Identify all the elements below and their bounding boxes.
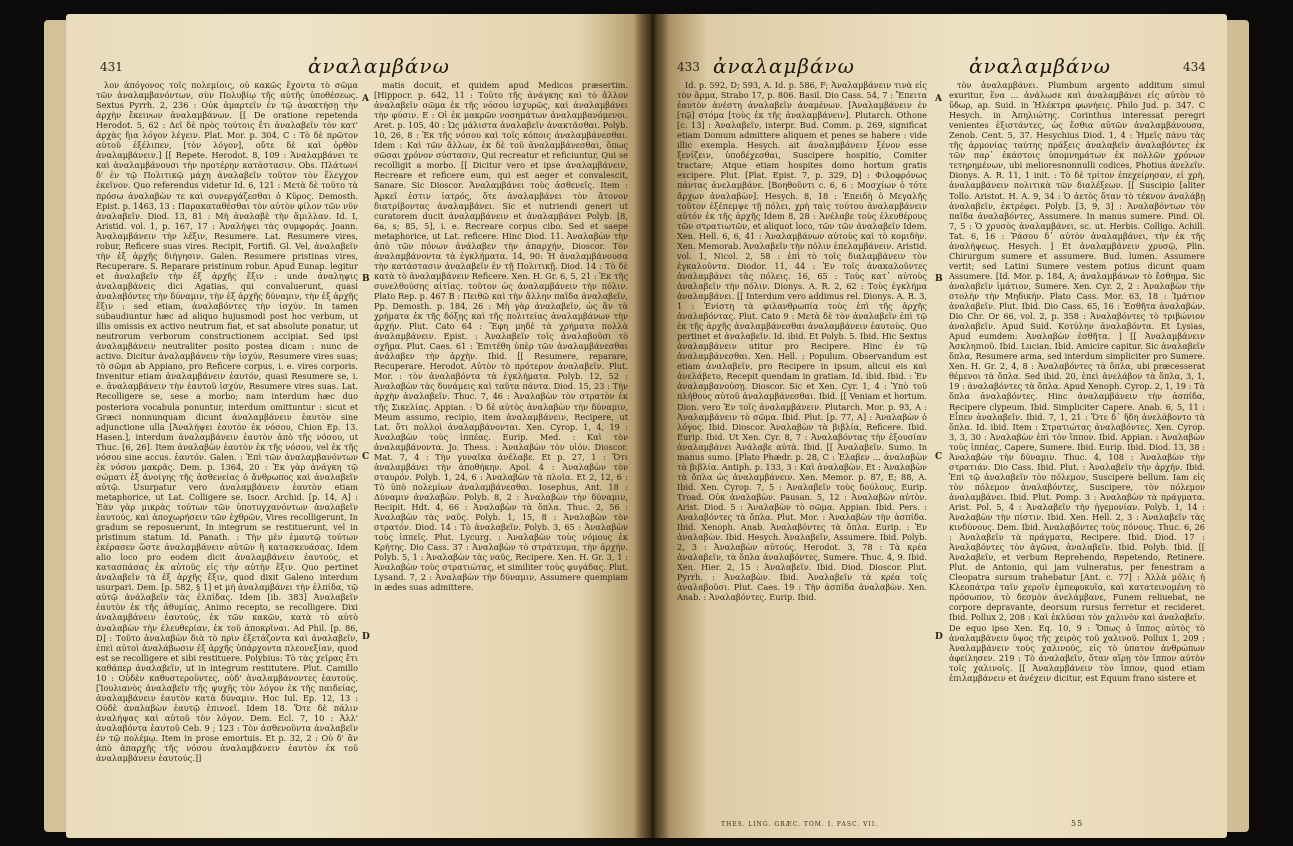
page-headword: ἀναλαμβάνω: [308, 54, 450, 78]
left-text-columns: [96, 80, 627, 814]
page-headword: ἀναλαμβάνω: [713, 54, 855, 78]
margin-letter: D: [362, 632, 370, 642]
page-number: 433: [677, 60, 700, 74]
right-page: [651, 14, 1227, 838]
margin-letter: D: [935, 632, 943, 642]
margin-letter: B: [935, 274, 943, 284]
left-page: [66, 14, 651, 838]
margin-letter: C: [362, 452, 370, 462]
right-running-head: [651, 54, 1227, 80]
page-number: 431: [100, 60, 123, 74]
right-page-edges: [1225, 20, 1249, 832]
signature-number: 55: [1071, 819, 1084, 828]
right-text-columns: [677, 80, 1205, 814]
page-headword: ἀναλαμβάνω: [969, 54, 1111, 78]
margin-letter: B: [362, 274, 370, 284]
signature-footer: THES. LING. GRÆC. TOM. I. FASC. VII.: [721, 821, 879, 828]
margin-letter: A: [935, 94, 942, 104]
page-number: 434: [1183, 60, 1206, 74]
left-running-head: [66, 54, 651, 80]
column-text: λον ἀπόγονος τοῖς πολεμίοις, οὐ κακῶς ἔχοντα τὸ σῶμα τῶν ἀναλαμβανόντων, σὺν Πολυβίῳ τῆς αὐτῆς ὑποθέσεως. Sextus Pyrrh. 2, 236 : Οὐκ ἀμαρτεῖν ἐν τῷ ἀνακτήσῃ τὴν ἀρχὴν ἔκεινων ἀναλαμβάνων. [[ De oratione repetenda Herodot. 5, 62 : Δεῖ δὲ πρὸς τούτοις ἔτι ἀναλαβεῖν τὸν κατ' ἀρχὰς ἤια λόγον λέγειν. Plat. Mor. p. 304, C : Τὸ δὲ πρῶτον αὐτοῦ ἐξέλιπεν, [τὸν λόγον], οὔτε δὲ καὶ ὀρθὸν ἀναλαμβάνειν.] [[ Repete. Herodot. 8, 109 : Ἀναλαμβάνει τε καὶ ἀναλαμβάνουσι τὴν προτέρην κατάστασιν. Obs. Πλάτωνί δ' ἐν τῷ Πολιτικῷ μάχη ἀναλαβεῖν τοῦτον τὸν ἔλεγχον ἐκεῖνον. Quo referendus videtur Id. 6, 121 : Μετὰ δὲ τοῦτο τὰ πρόσω ἀναλαβὼν τε καὶ συνεργάζεσθαι ὁ Κῦρος. Demosth. Epist. p. 1463, 13 : Παρακαταθέσθαι τὸν αὐτὸν φίλον τῶν νῦν ἀναλαβεῖν. Diod. 13, 81 : Μὴ ἀναλαβὲ τὴν ἄμιλλαν. Id. I, Aristid. vol. 1, p. 167, 17 : Ἀναλήψει τὰς συμφοράς. Joann. Ἀναλαμβάνειν τὴν λέξιν, Resumere. Lat. Resumere vires, robur, Reficere suas vires. Recipit, Fortifi. Gl. Vel, ἀναλαβεῖν τὴν ἐξ ἀρχῆς διήγησιν. Galen. Resumere pristinas vires, Recuperare. S. Reparare pristinum robur. Apud Eunap. legitur et ἀναλαβεῖν τὴν ἐξ ἀρχῆς ἕξιν : unde ἀναληψις ἀναλαμβάνεις dici Agatias, qui convaluerunt, quasi ἀναλαβόντες τὴν δύναμιν, τὴν ἐξ ἀρχῆς δύναμιν, τὴν ἐξ ἀρχῆς ἕξιν : sed etiam, ἀναλαβόντες τὴν ἰσχύν. In tamen subaudiuntur hæc ad aliquo hujusmodi post hoc verbum, ut illis omissis ex activo neutrum fiat, et sat absolute ponatur, ut neutrorum verborum constructionem accipiat. Sed ipsi ἀναλαμβάνειν neutraliter posito postea dicam : nunc de activo. Dicitur ἀναλαμβάνειν τὴν ἰσχύν, Resumere vires suas; τὸ σῶμα ab Appiano, pro Reficere corpus, i. e. vires corporis. Invenitur etiam ἀναλαμβάνειν ἑαυτόν, quasi Resumere se, i. e. ἀναλαμβάνειν τὴν ἑαυτοῦ ἰσχύν, Resumere vires suas. Lat. Recolligere se, sese a morbo; nam interdum hæc duo posteriora vocabula ponuntur, interdum omittuntur : sicut et Græci nonnunquam dicunt ἀναλαμβάνειν ἑαυτὸν sine adjunctione ulla [Ἀναλήψει ἑαυτὸν ἐκ νόσου, Chion Ep. 13. Hasen.], interdum ἀναλαμβάνειν ἑαυτὸν ἀπὸ τῆς νόσου, ut Thuc. [6, 26]. Item ἀναλαβὼν ἑαυτὸν ἐκ τῆς νόσου, vel ἐκ τῆς νόσου sine accus. ἑαυτόν. Galen. : Ἐπὶ τῶν ἀναλαμβανόντων ἐκ νόσου μακρᾶς. Dem. p. 1364, 20 : Ἐκ γὰρ ἀνάγκη τῷ σώματι ἐξ ἀνοίγης τῆς ἀσθενείας ὁ ἄνθρωπος καὶ ἀναλαβεῖν αὐτῷ. Usurpatur vero ἀναλαμβάνειν ἑαυτὸν etiam metaphorice, ut Lat. Colligere se. Isocr. Archid. [p. 14, A] : Ἐὰν γὰρ μικρὰς τούτων τῶν ὑποτυγχανόντων ἀναλαβεῖν ἑαυτούς, καὶ ἀποχωρήσειν τῶν ἐχθρῶν, Vires recolligerunt, In gradum se reposuerunt, In integrum se restituerunt, vel in pristinum statum. Id. Panath. : Τὴν μὲν ἑμαυτῷ τούτων ἐκέρασεν ὥστε ἀναλαμβάνειν αὐτῶν ἢ κατασκευάσας. Idem alio loco pro eodem dicit ἀναλαμβάνειν ἑαυτούς, et κατασπάσας ἐκ αὐτοῦς εἰς τὴν αὐτὴν ἕξιν. Quo pertinet ἀναλαβεῖν τὰ ἐξ ἀρχῆς ἕξιν, quod dixit Galeno interdum usurpari. Dem. [p. 582, § 1] et μὴ ἀναλαμβάνει τὴν ἐλπίδα, τῷ αὐτῷ ἀνάλαβεῖν τὰς ἐλπίδας. Idem [ib. 383] Ἀναλαβεῖν ἑαυτὸν ἐκ τῆς ἀθυμίας, Animo recepto, se recolligere. Dixi ἀναλαμβάνειν ἑαυτούς, ἐκ τῶν κακῶν, κατὰ τὸ αὐτὸ ἀναλαβὼν τὴν ἐλευθερίαν, ἐκ τοῦ ἀποκρῖναι. Ad Phil. [p. 86, D] : Τοῦτο ἀναλαβὼν διὰ τὸ πρὶν ἐξετάζοντα καὶ ἀναλαβεῖν, ἐπεὶ αὐτοὶ ἀναλάβωσιν ἐξ ἀρχῆς ὑπάρχοντα πλεονεξίαν, quod est se recolligere et sibi restituere. Polybius: Τὸ τὰς χεῖρας ἔτι καθάπερ ἀναλαβεῖν, ut in integrum restitutere. Plut. Camillo 10 : Οὐδὲν καθυστεροῦντες, οὐδ' ἀναλαμβάνοντες ἑαυτούς. [Ἰουλιανὸς ἀναλαβεῖν τῆς ψυχῆς τὸν λόγον ἐκ τῆς παιδείας, ἀναλαμβάνειν ἑαυτὸν κατὰ δύναμιν. Hoc Iul. Ep. 12, 13 : Οὐδὲ ἀναλαβὼν ἑαυτῷ ἐπινοεῖ. Idem 18. Ὅτε δὲ πάλιν ἀναλήψας καὶ αὐτοῦ τὸν λόγον. Dem. Ecl. 7, 10 : Ἀλλ' ἀναλαβόντα ἑαυτοῦ Ceb. 9 ; 123 : Τὸν ἀσθενοῦντα ἀναλαβεῖν ἐν τῷ πολέμῳ. Item in prose emortuis. Et p. 32, 2 : Οὐ δ' ἂν ἀπὸ ἀπαρχῆς τῆς νόσου ἀναλαμβάνειν ἑαυτὸν ἐκ τοῦ ἀναλαμβάνειν ἑαυτούς.]]: [96, 80, 358, 764]
column-text: Id. p. 592, D; 593, A. Id. p. 586, F; Ἀναλαμβάνειν τινὰ εἰς τὸν ἅρμα, Strabo 17, p. 806. Basil. Dio Cass. 54, 7 : Ἔπειτα ἑαυτὸν ἀνέστη ἀναλαβεῖν ἀναμένων. [Ἀναλαμβάνειν ἐν [τῷ] στόμα [τοὺς ἐκ τῆς ἀναλαμβάνειν]. Plutarch. Othone [c. 13] : Ἀναλαβεῖν, interpr. Bud. Comm. p. 269, significat etiam Domum admittere aliquem et penes se habere : vide illic exempla. Hesych. ait ἀναλαμβάνειν ξένον esse ξενίζειν, ὑποδέχεσθαι, Suscipere hospitio, Comiter tractare; Atque etiam hospites domo hortum gratis excipere. Plut. [Plat. Epist. 7, p. 329, D] : Φιλοφρόνως πάντας ἀνελαμβάνε. [Βοηθοῦντι c. 6, 6 : Μοσχίων ὁ τότε ἄρχων ἀναλαβὼν]. Hesych. 8, 18 : Ἐπειδὴ ὁ Μεγαλῆς τοῦτον ἐξέπεμψε τῇ πόλει, χρὴ ταὶς τούτου ἀναλαμβάνειν αὐτόν ἐκ τῆς ἀρχῆς Idem 8, 28 : Ἀνέλαβε τοὺς ἐλευθέρους τῶν στρατιωτῶν, et aliquot loco, τῶν τῶν ἀναλαβεῖν Idem. Xen. Hell. 6, 6, 41 : Ἀναλαμβάνων αὐτοὺς καὶ τὸ κομιδὴν. Xen. Memorab. Ἀναλαβεῖν τὴν πόλιν ἐπελαμβάνειν. Aristid. vol. 1, Nicol. 2, 58 : ἐπὶ τὸ τοῖς διαλαμβάνειν τὸν ἐγκαλοῦντα. Diodor. 11, 44 : Ἐν τοῖς ἀνακαλοῦντες ἀναλαμβάνει τὰς πόλεις. 16, 65 : Τοὺς κατ᾽ αὐτοὺς ἀναλαβεῖν τὴν πόλιν. Dionys. A. R. 2, 62 : Τοὺς ἐγκλήμα ἀναλαμβάνει. [[ Interdum vero addimus rel. Dionys. A. R. 3, 1 : Ἐνίστη τὰ φιλανθρωπία τοὺς ἐπὶ τῆς ἀρχῆς ἀναλαβόντας. Plut. Cato 9 : Μετὰ δὲ τὸν ἀναλαβεῖν ἐπὶ τῷ ἐκ τῆς ἀρχῆς ἀναλαμβάνεσθαι ἀναλαμβάνειν ἑαυτοὺς. Quo pertinet et ἀναλαβεῖν. Id. ibid. Et Polyb. 5. Ibid. Hic Sextus ἀναλαμβάνειν utitur pro Recipere. Hinc ἐν τῷ ἀναλαμβάνεσθαι. Xen. Hell. : Populum. Observandum est etiam ἀναλαβεῖν, pro Recipere in ipsum, alicui eis καὶ ἀνελάβετο, Recepit quendam in gratiam. Id. ibid. Ibid. : Ἐν ἀναλαμβανούσῃ. Dioscor. Sic et Xen. Cyr. 1, 4 : Ὑπὸ τοῦ πλήθους αὐτοῦ ἀναλαμβάνεσθαι. Ibid. [[ Veniam et hortum. Dion. vero Ἐν τοῖς ἀναλαμβάνειν. Plutarch. Mor. p. 93, A : Ἀναλαμβάνειν τὸ σῶμα. Ibid. Plut. [p. 77, A] : Ἀναλαβὼν ὁ λόγος. Ibid. Dioscor. Ἀναλαβὼν τὰ βιβλία, Reficere. Ibid. Eurip. Ibid. Ut Xen. Cyr. 8, 7 : Ἀναλαβόντας τὴν ἐξουσίαν ἀναλαμβάνει Ἀνάλαβε αὐτὰ. Ibid. [[ Ἀναλαβεῖν. Sumo. In manus sumo. [Plato Phædr. p. 28, C : Ἐλαβεν ... ἀναλαβὼν τὰ βιβλία. Antiph. p. 133, 3 : Καὶ ἀναλαβὼν. Et : Ἀναλαβὼν τὰ ὅπλα ὡς ἀναλαμβάνειν. Xen. Memor. p. 87, E; 88, A. Ibid. Xen. Cyrop. 7, 5 : Ἀναλαβεῖν τοὺς δούλους. Eurip. Troad. Οὐκ ἀναλαβὼν. Pausan. 5, 12 : Ἀναλαβὼν αὐτὸν. Arist. Diod. 5 : Ἀναλαβὼν τὸ σῶμα. Appian. Ibid. Pers. : Αναλαβόντες τὰ ὅπλα. Plut. Mor. : Ἀναλαβὼν τὴν ἀσπίδα. Ibid. Xenoph. Anab. Ἀναλαβόντες τὰ ὅπλα. Eurip. : Ἐν ἀναλαβὼν. Ibid. Hesych. Ἀναλαβεῖν, Assumere. Ibid. Polyb. 2, 3 : Ἀναλαβὼν αὐτούς. Herodot. 3, 78 : Τὰ κρέα ἀναλαβεῖν, τὰ ὅπλα ἀναλαβόντες, Sumere. Thuc. 4, 9. Ibid. Xen. Hier. 2, 15 : Ἀναλαβεῖν. Ibid. Diod. Dioscor. Plut. Pyrrh. : Ἀναλαβὼν. Ibid. Ἀναλαβεῖν τὰ κρέα τοῖς ἀναλαβοῦσι. Plut. Caes. 19 : Τὴν ἀσπίδα ἀναλαβὼν. Xen. Anab. : Ἀναλαβόντες. Eurip. Ibid.: [677, 80, 927, 603]
column-text: matis docuit, et quidem apud Medicos præsertim. [Hippocr. p. 642, 11 : Τοῦτο τῆς ἀνάγκης καὶ τὸ ἄλλον ἀναλαβεῖν σῶμα ἐκ τῆς νόσου ἰσχυρῶς, καὶ ἀναλαμβάνει τὴν φύσιν. Ε : Οἱ ἐκ μακρῶν νοσημάτων ἀναλαμβανόμενοι. Aret. p. 105, 40 : Ὡς μάλιστα ἀναλαβεῖν ἀνακτᾶσθαι. Polyb. 10, 26, 8 : Ἐκ τῆς νόσου καὶ τοῖς κόποις ἀναλαμβάνεσθαι. Idem : Καὶ τῶν ἄλλων, ἐκ δὲ τοῦ ἀναλαμβάνεσθαι, ὅπως σῶσαι χρόνον σύστασιν, Qui recreatur et reficiuntur, Qui se recolligit a morbo. [[ Dicitur vero et ipse ἀναλαμβάνειν, Recreare et reficere eum, qui est aeger et convalescit, Sanare. Sic Dioscor. Ἀναλαμβάνει τοὺς ἀσθενεῖς. Item : Ἀρκεῖ ἐστιν ἰατρός, ὅτε ἀναλαμβάνει τὸν ἄτονον διατρίβοντας ἀναλαμβάνει. Sic et nutriendi generi ut curatorem ducit ἀναλαμβάνειν et ἀναλαμβάνει Polyb. [8, 6a, s; 85, 5], i. e. Recreare corpus cibo. Sed et saepe metaphorice, ut Lat. reficere. Hinc Diod. 11. Ἀναλαβὼν τὴν ἀπὸ τῶν πόνων ἀνάλαβεν τὴν ἀπαρχήν, Dioscor. Τὸν ἀναλαμβάνοντα τὰ ἐγκλήματα. 14, 90: Ἡ ἀναλαμβάνουσα τὴν κατάστασιν ἀναλαβεῖν ἐν τῇ Πολιτικῇ. Diod. 14 : Τὸ δὲ κατὰ τὸ ἀναλαμβάνειν Reficere. Xen. H. Gr. 6, 5, 21 : Ἐκ τῆς συνελθούσης αἰτίας. τοῦτον ὡς ἀναλαμβάνειν τὴν πόλιν. Plato Rep. p. 467 B : Πειθῶ καὶ τὴν ἄλλην παῖδα ἀναλαβεῖν, Pp. Demosth. p. 184, 26 : Μὴ γὰρ ἀναλαβεῖν, ὡς ἂν τὰ χρήματα ἐκ τῆς δόξης καὶ τῆς πολιτείας ἀναλαμβάνων τὴν ἀρχήν. Plut. Cato 64 : Ἔφη μηδὲ τὰ χρήματα πολλὰ ἀναλαμβάνειν. Epist. : Ἀναλαβεῖν τοῖς ἀναλαβοῦσι τὸ σχῆμα. Plut. Caes. 61 : Ἐπιτέθη ὑπὲρ τῶν ἀναλαμβάνεσθαι ἀνάλαβεν τὴν ἀρχὴν. Ibid. [[ Resumere, reparare, Recuperare. Herodot. Αὐτὸν τὸ πρότερον ἀναλαβεῖν. Plut. Mor. : τὸν ἀναλαβόντα τὰ ἐγκλήματα. Polyb. 12, 52 : Ἀναλαβὼν τὰς δυνάμεις καὶ ταῦτα πάντα. Diod. 15, 23 : Τὴν ἀρχὴν ἀναλαβεῖν. Thuc. 7, 46 : Ἀναλαβὼν τὸν στρατὸν ἐκ τῆς Σικελίας. Appian. : Ὁ δὲ αὐτὸς ἀναλαβὼν τὴν δύναμιν, Meum assumo, recipio, item ἀναλαμβάνειν, Recipere, ut Lat. ὅτι πολλοὶ ἀναλαμβάνονται. Xen. Cyrop. 1, 4, 19 : Ἀναλαβὼν τοὺς ἱππέας. Eurip. Med. : Καὶ τὸν ἀναλαμβάνοντα. Jo. Thess. : Ἀναλαβὼν τὸν υἱόν. Dioscor. Mat. 7, 4 : Τὴν γυναῖκα ἀνέλαβε. Et p. 27, 1 : Ὅτι ἀναλαμβάνει τὴν ἀποθήκην. Apol. 4 : Ἀναλαβὼν τὸν σταυρόν. Polyb. 1, 24, 6 : Ἀναλαβὼν τὰ πλοῖα. Et 2, 12, 6 : Τὸ ὑπὸ πολεμίων ἀναλαμβάνεσθαι. Iosephus, Ant. 18 : Δύναμιν ἀναλαβὼν. Polyb. 8, 2 : Ἀναλαβὼν τὴν δύναμιν, Recipit. Hdt. 4, 66 : Ἀναλαβὼν τὰ ὅπλα. Thuc. 2, 56 : Ἀναλαβὼν τὰς ναῦς. Polyb. 1, 15, 8 : Ἀναλαβὼν τὸν στρατόν. Diod. 14 : Τὸ ἀναλαβεῖν. Polyb. 3, 65 : Ἀναλαβὼν τοὺς ἱππεῖς. Plut. Lycurg. : Ἀναλαβὼν τοὺς νόμους ἐκ Κρήτης. Dio Cass. 37 : Ἀναλαβὼν τὸ στράτευμα, τὴν ἀρχήν. Polyb. 5, 1 : Ἀναλαβὼν τὰς ναῦς, Recipere. Xen. H. Gr. 3, 1 : Ἀναλαβὼν τοὺς στρατιώτας, et similiter τοὺς φυγάδας. Plut. Lysand. 7, 2 : Ἀναλαβὼν τὴν δύναμιν, Assumere quempiam in ædes suas admittere.: [374, 80, 628, 593]
left-column-2: [374, 80, 628, 814]
margin-letter: A: [362, 94, 369, 104]
right-column-1: [677, 80, 927, 814]
margin-letter: C: [935, 452, 943, 462]
left-column-1: [96, 80, 358, 814]
column-text: τὸν ἀναλαμβάνει. Plumbum argento additum simul exuritur, ἕνα ... ἀνάλωσε καὶ ἀναλαμβάνει εἰς αὐτὸν τὸ ὕδωρ, ap. Suid. in Ἠλέκτρα φωνήεις. Philo Jud. p. 347. C Hesych. in Ἀπηλιώτης. Corinthus interessat peregri venientes ἐξιστάντες, ὡς ἔσθια αὐτῶν ἀναλαμβάνουσα, Zenob. Cent. 5, 37. Hesychius Diod. 1, 4 : Ἡμεῖς πάνυ τὰς τῆς ἀρμονίας ταύτης πράξεις ἀναλαβεῖν ἀναλαβόντες ἐκ τῶν παρ᾽ ἑκάστοις ὑπομνημάτων ἐκ πολλῶν χρόνων τετηρημένων, ubi melioresnonnulli codices, Photius ἀνελεῖν. Dionys. A. R. 11, 1 init. : Τὸ δὲ τρίτον ἐπεχείρησαν, εἰ χρὴ, ἀναλαμβάνειν πολιτικὰ τῶν διαλέξεων. [[ Suscipio [aliter Tollo. Aristot. H. A. 9, 34 : Ὁ ἀετὸς ὅταν τὸ τέκνον ἀναλάβῃ ἀναλαβεῖν, ἐκτρέφει. Polyb. [3, 9, 3] : Ἀναλαβόντων τὸν παῖδα ἀναλαβόντες, Assumere. In manus sumere. Pind. Ol. 7, 5 : Ὁ χρυσὸς ἀναλαμβάνει, sc. ut. Herbis. Colligo. Achill. Tat. 6, 16 : Ῥάσου δ᾽ αὐτὸν ἀναλαμβάνει, τὴν ἐκ τῆς ἀναλήψεως. Hesych. ] Et ἀναλαμβάνειν χρυσῷ, Plin. Chirurgum sumere et assumere. Bud. lumen. Assumere vertit; sed Latini Sumere vestem potius dicunt quam Assumere. [Id. Mor. p. 184, A; ἀναλαμβάνων τὸ ἔσθημα. Sic ἀναλαβεῖν ἱμάτιον, Sumere. Xen. Cyr. 2, 2 : Ἀναλαβὼν τὴν στολὴν τὴν Μηδικήν. Plato Cass. Mor. 63, 18 : Ἰμάτιον ἀναλαβεῖν. Plut. Ibid. Dio Cass. 65, 16 : Ἐσθῆτα ἀναλαβὼν. Dio Chr. Or 66, vol. 2, p. 358 : Ἀναλαβόντες τὸ τριβώνιον ἀναλαβεῖν. Apud Suid. Κοτύλην ἀναλαβόντα. Et Lysias, Apud eumdem: Ἀναλαβὼν ἐσθῆτα. ] [[ Ἀναλαμβάνειν Ἀσκληπιοῦ. Ibid. Lucian. Ibid. Amicire capitur. Sic ἀναλαβεῖν ὅπλα, Resumere arma, sed interdum simpliciter pro Sumere. Xen. H. Gr. 2, 4, 8 : Ἀναλαβόντες τὰ ὅπλα, ubi præcesserat θέμενοι τὰ ὅπλα. Sed ibid. 20, ἐπεὶ ἀνελάβον τὰ ὅπλα, 3, 1, 19 : ἀναλαβόντες τὰ ὅπλα. Apud Xenoph. Cyrop. 2, 1, 19 : Τὰ ὅπλα ἀναλαβόντες. Hinc ἀναλαμβάνειν τὴν ἀσπίδα, Recipere clypeum. Ibid. Simpliciter Capere. Anab. 6, 5, 11 : Εἶπεν ἀναλαβεῖν. Ibid. 7, 1, 21 : Ὅτε δ᾽ ἤδη ἀνελάβοντο τὰ ὅπλα. Id. ibid. Item : Στρατιώτας ἀναλαβόντες. Xen. Cyrop. 3, 3, 30 : Ἀναλαβὼν ἐπὶ τὸν ἵππον. Ibid. Appian. : Ἀναλαβὼν τοὺς ἱππέας, Capere, Sumere. Ibid. Eurip. Ibid. Diod. 13, 38 : Ἀναλαβὼν τὴν δύναμιν. Thuc. 4, 108 : Ἀναλαβὼν τὴν στρατιάν. Dio Cass. Ibid. Plut. : Ἀναλαβεῖν τὴν ἀρχήν. Ibid. Ἐπὶ τῷ ἀναλαβεῖν τὸν πόλεμον, Suscipere bellum. Iam εἰς τὸν πόλεμον ἀναλαβόντες, Suscipere, τὸν πόλεμον ἀναλαμβάνει. Ibid. Plut. Pomp. 3 : Ἀναλαβὼν τὰ πράγματα. Arist. Pol. 5, 4 : Ἀναλαβεῖν τὴν ἡγεμονίαν. Polyb. 1, 14 : Ἀναλαβὼν τὴν πίστιν. Ibid. Xen. Hell. 2, 3 : Ἀναλαβεῖν τὰς κινδύνους. Dem. Ibid. Ἀναλαβόντες τοὺς πόνους. Thuc. 6, 26 : Ἀναλαβεῖν τὰ πράγματα, Recipere. Ibid. Diod. 17 : Ἀναλαβόντες τὸν ἀγῶνα, ἀναλαβεῖν. Ibid. Polyb. Ibid. [[ Ἀναλαβεῖν, et verbum Reprehendo, Repetendo, Retinere. Plut. de Antonio, qui jam vulneratus, per fenestram a Cleopatra sursum trahebatur [Ant. c. 77] : Ἀλλὰ μόλις ἡ Κλεοπάτρα ταῖν χεροῖν ἐμπεφυκυῖα, καὶ κατατεινομένη τὸ πρόσωπον, τὸ δεσμὸν ἀνελάμβανε, Funem reliuebat, ne corpore depravante, deorsum rursus ferretur et recideret. Ibid. Pollux 2, 208 : Καὶ ἐκλύσαι τὸν χαλινὸν καὶ ἀναλαβεῖν. De equo ipso Xen. Eq. 10, 9 : Ὅπως ὁ ἵππος αὐτὸς τὸ ἀναλαμβάνειν ὕψος τῆς χειρὸς τοῦ χαλινοῦ. Pollux 1, 209 : Ἀναλαμβάνειν τοὺς χαλινούς, εἰς τὸ ὑπατον ἀνθρώπων ἀφείλησεν. 219 : Τὸ ἀναλαβεῖν, ὅταν αἴρῃ τὸν ἵππον αὐτὸν τοῖς χαλινοῖς. [[ Ἀναλαμβάνειν τὸν ἵππον, quod etiam ἐπιλαμβάνειν et ἀνέχειν dicitur, est Equum frano sistere et: [949, 80, 1205, 683]
open-book: [44, 14, 1249, 838]
right-column-2: [949, 80, 1205, 814]
